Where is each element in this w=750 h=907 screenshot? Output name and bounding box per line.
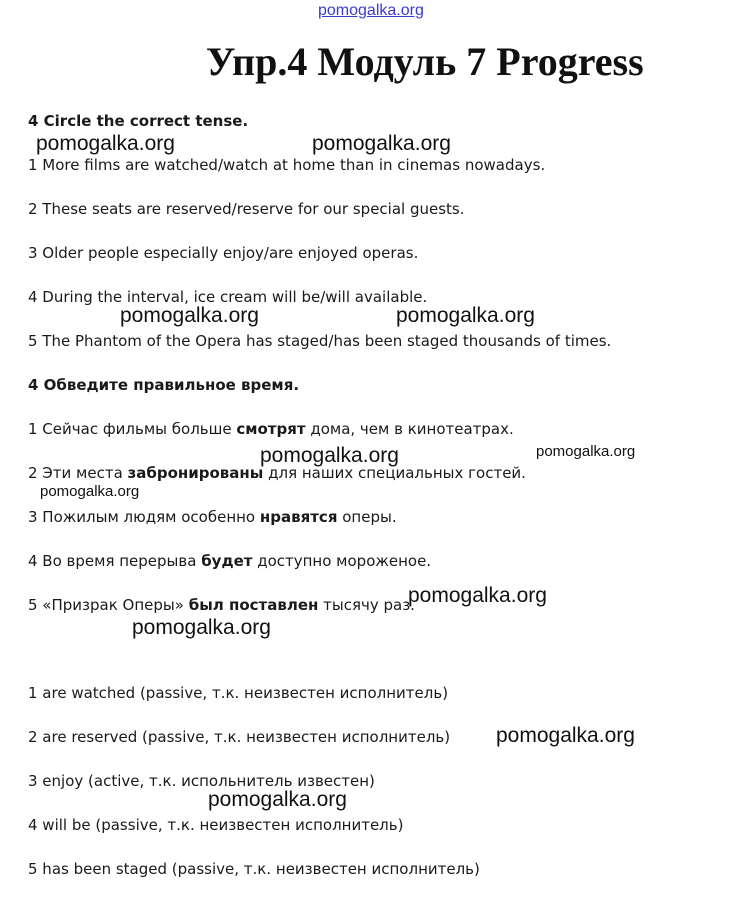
- watermark: pomogalka.org: [396, 304, 535, 327]
- watermark: pomogalka.org: [536, 443, 636, 460]
- english-item-3: 3 Older people especially enjoy/are enjoyed operas.: [28, 244, 419, 262]
- watermark: pomogalka.org: [132, 616, 271, 639]
- watermark: pomogalka.org: [496, 724, 635, 747]
- header-watermark-link[interactable]: pomogalka.org: [318, 2, 424, 19]
- english-item-2: 2 These seats are reserved/reserve for our special guests.: [28, 200, 465, 218]
- russian-item-3: 3 Пожилым людям особенно нравятся оперы.: [28, 508, 397, 526]
- answer-3: 3 enjoy (active, т.к. испольнитель известен): [28, 772, 375, 790]
- answer-4: 4 will be (passive, т.к. неизвестен исполнитель): [28, 816, 404, 834]
- watermark: pomogalka.org: [260, 444, 399, 467]
- english-item-1: 1 More films are watched/watch at home than in cinemas nowadays.: [28, 156, 546, 174]
- watermark: pomogalka.org: [120, 304, 259, 327]
- russian-item-4: 4 Во время перерыва будет доступно мороженое.: [28, 552, 432, 570]
- russian-heading: 4 Обведите правильное время.: [28, 376, 300, 394]
- watermark: pomogalka.org: [36, 132, 175, 155]
- russian-item-2: 2 Эти места забронированы для наших специальных гостей.: [28, 464, 526, 482]
- answer-5: 5 has been staged (passive, т.к. неизвестен исполнитель): [28, 860, 480, 878]
- english-item-5: 5 The Phantom of the Opera has staged/has been staged thousands of times.: [28, 332, 612, 350]
- russian-item-1: 1 Сейчас фильмы больше смотрят дома, чем в кинотеатрах.: [28, 420, 514, 438]
- watermark: pomogalka.org: [208, 788, 347, 811]
- page-title: Упр.4 Модуль 7 Progress: [206, 39, 644, 84]
- watermark: pomogalka.org: [312, 132, 451, 155]
- english-heading: 4 Circle the correct tense.: [28, 112, 249, 130]
- answer-2: 2 are reserved (passive, т.к. неизвестен исполнитель): [28, 728, 451, 746]
- english-item-4: 4 During the interval, ice cream will be/will available.: [28, 288, 428, 306]
- watermark: pomogalka.org: [408, 584, 547, 607]
- answer-1: 1 are watched (passive, т.к. неизвестен исполнитель): [28, 684, 449, 702]
- watermark: pomogalka.org: [40, 483, 140, 500]
- russian-item-5: 5 «Призрак Оперы» был поставлен тысячу раз.: [28, 596, 415, 614]
